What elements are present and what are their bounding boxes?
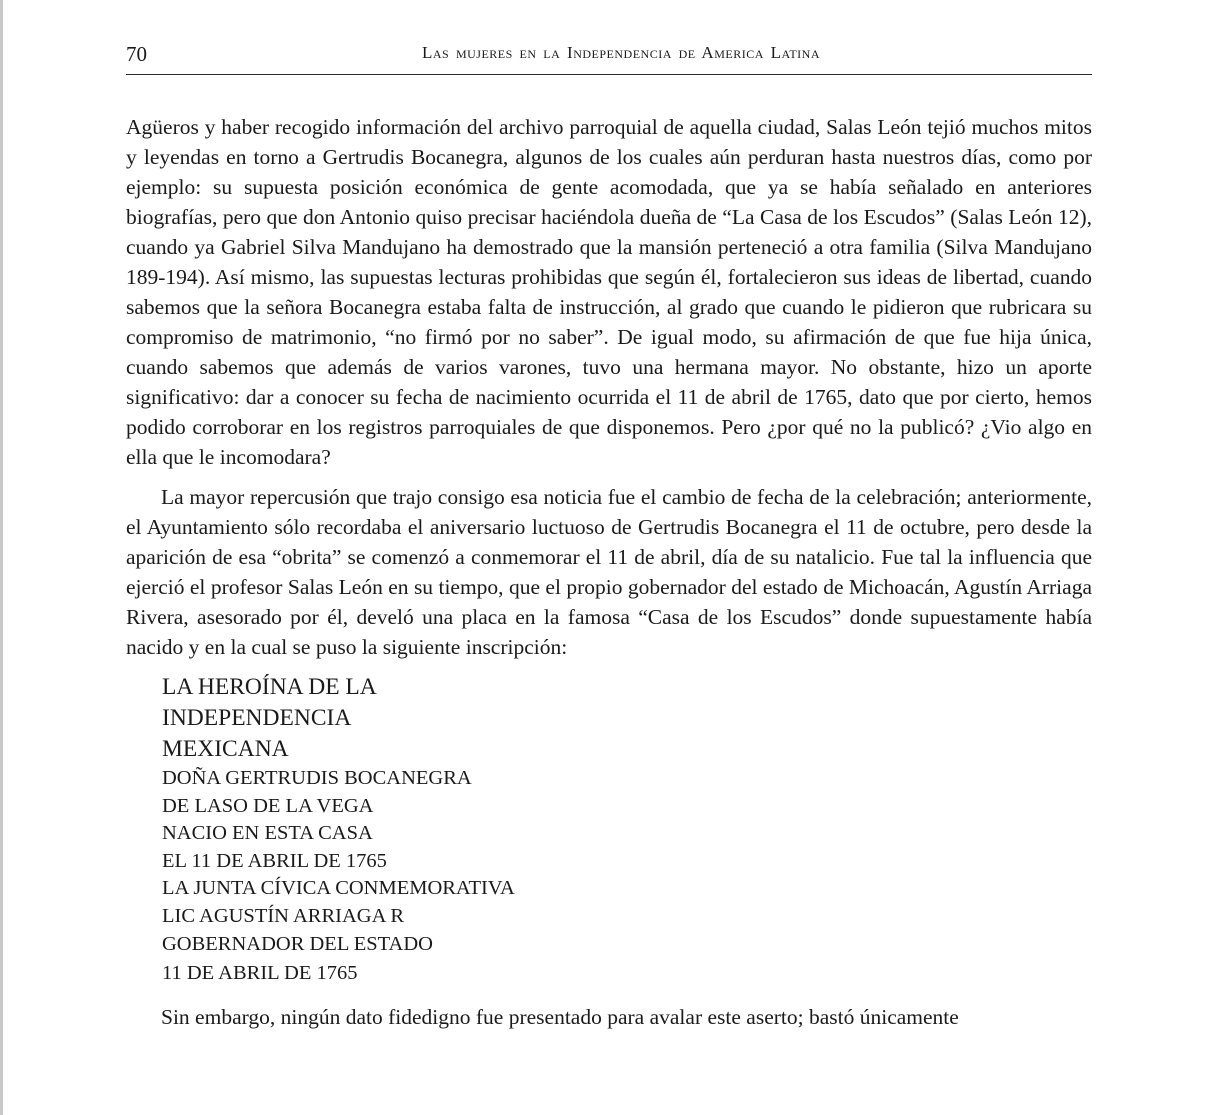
page-edge-divider <box>0 0 3 1115</box>
running-title: Las mujeres en la Independencia de America Latina <box>421 43 820 62</box>
body-paragraph-2: La mayor repercusión que trajo consigo esa noticia fue el cambio de fecha de la celebración; anteriormente, el Ayuntamiento sólo recordaba el aniversario luctuoso de Gertrudis Bocanegra el 11 de octubre, pero desde la aparición de esa “obrita” se comenzó a conmemorar el 11 de abril, día de su natalicio. Fue tal la influencia que ejerció el profesor Salas León en su tiempo, que el propio gobernador del estado de Michoacán, Agustín Arriaga Rivera, asesorado por él, develó una placa en la famosa “Casa de los Escudos” donde supuestamente había nacido y en la cual se puso la siguiente inscripción: <box>126 485 1092 659</box>
inscription-line: EL 11 DE ABRIL DE 1765 <box>162 849 387 872</box>
inscription-line: LA HEROÍNA DE LA <box>162 674 377 700</box>
page-body <box>126 112 1092 1042</box>
inscription-block <box>162 672 1092 988</box>
page-number: 70 <box>126 42 147 66</box>
inscription-line: DOÑA GERTRUDIS BOCANEGRA <box>162 767 472 789</box>
page-header <box>126 38 1092 75</box>
inscription-line: MEXICANA <box>162 736 289 762</box>
inscription-line: LA JUNTA CÍVICA CONMEMORATIVA <box>162 877 515 900</box>
inscription-line: 11 DE ABRIL DE 1765 <box>162 962 358 985</box>
body-paragraph-1: Agüeros y haber recogido información del archivo parroquial de aquella ciudad, Salas León tejió muchos mitos y leyendas en torno a Gertrudis Bocanegra, algunos de los cuales aún perduran hasta nuestros días, como por ejemplo: su supuesta posición económica de gente acomodada, que ya se había señalado en anteriores biografías, pero que don Antonio quiso precisar haciéndola dueña de “La Casa de los Escudos” (Salas León 12), cuando ya Gabriel Silva Mandujano ha demostrado que la mansión perteneció a otra familia (Silva Mandujano 189-194). Así mismo, las supuestas lecturas prohibidas que según él, fortalecieron sus ideas de libertad, cuando sabemos que la señora Bocanegra estaba falta de instrucción, al grado que cuando le pidieron que rubricara su compromiso de matrimonio, “no firmó por no saber”. De igual modo, su afirmación de que fue hija única, cuando sabemos que además de varios varones, tuvo una hermana mayor. No obstante, hizo un aporte significativo: dar a conocer su fecha de nacimiento ocurrida el 11 de abril de 1765, dato que por cierto, hemos podido corroborar en los registros parroquiales de que disponemos. Pero ¿por qué no la publicó? ¿Vio algo en ella que le incomodara? <box>126 115 1092 469</box>
inscription-line: NACIO EN ESTA CASA <box>162 822 373 845</box>
body-paragraph-3: Sin embargo, ningún dato fidedigno fue presentado para avalar este aserto; bastó únicamente <box>161 1004 959 1029</box>
inscription-line: DE LASO DE LA VEGA <box>162 794 374 817</box>
inscription-line: GOBERNADOR DEL ESTADO <box>162 932 433 955</box>
inscription-line: INDEPENDENCIA <box>162 705 352 731</box>
inscription-line: LIC AGUSTÍN ARRIAGA R <box>162 904 405 927</box>
